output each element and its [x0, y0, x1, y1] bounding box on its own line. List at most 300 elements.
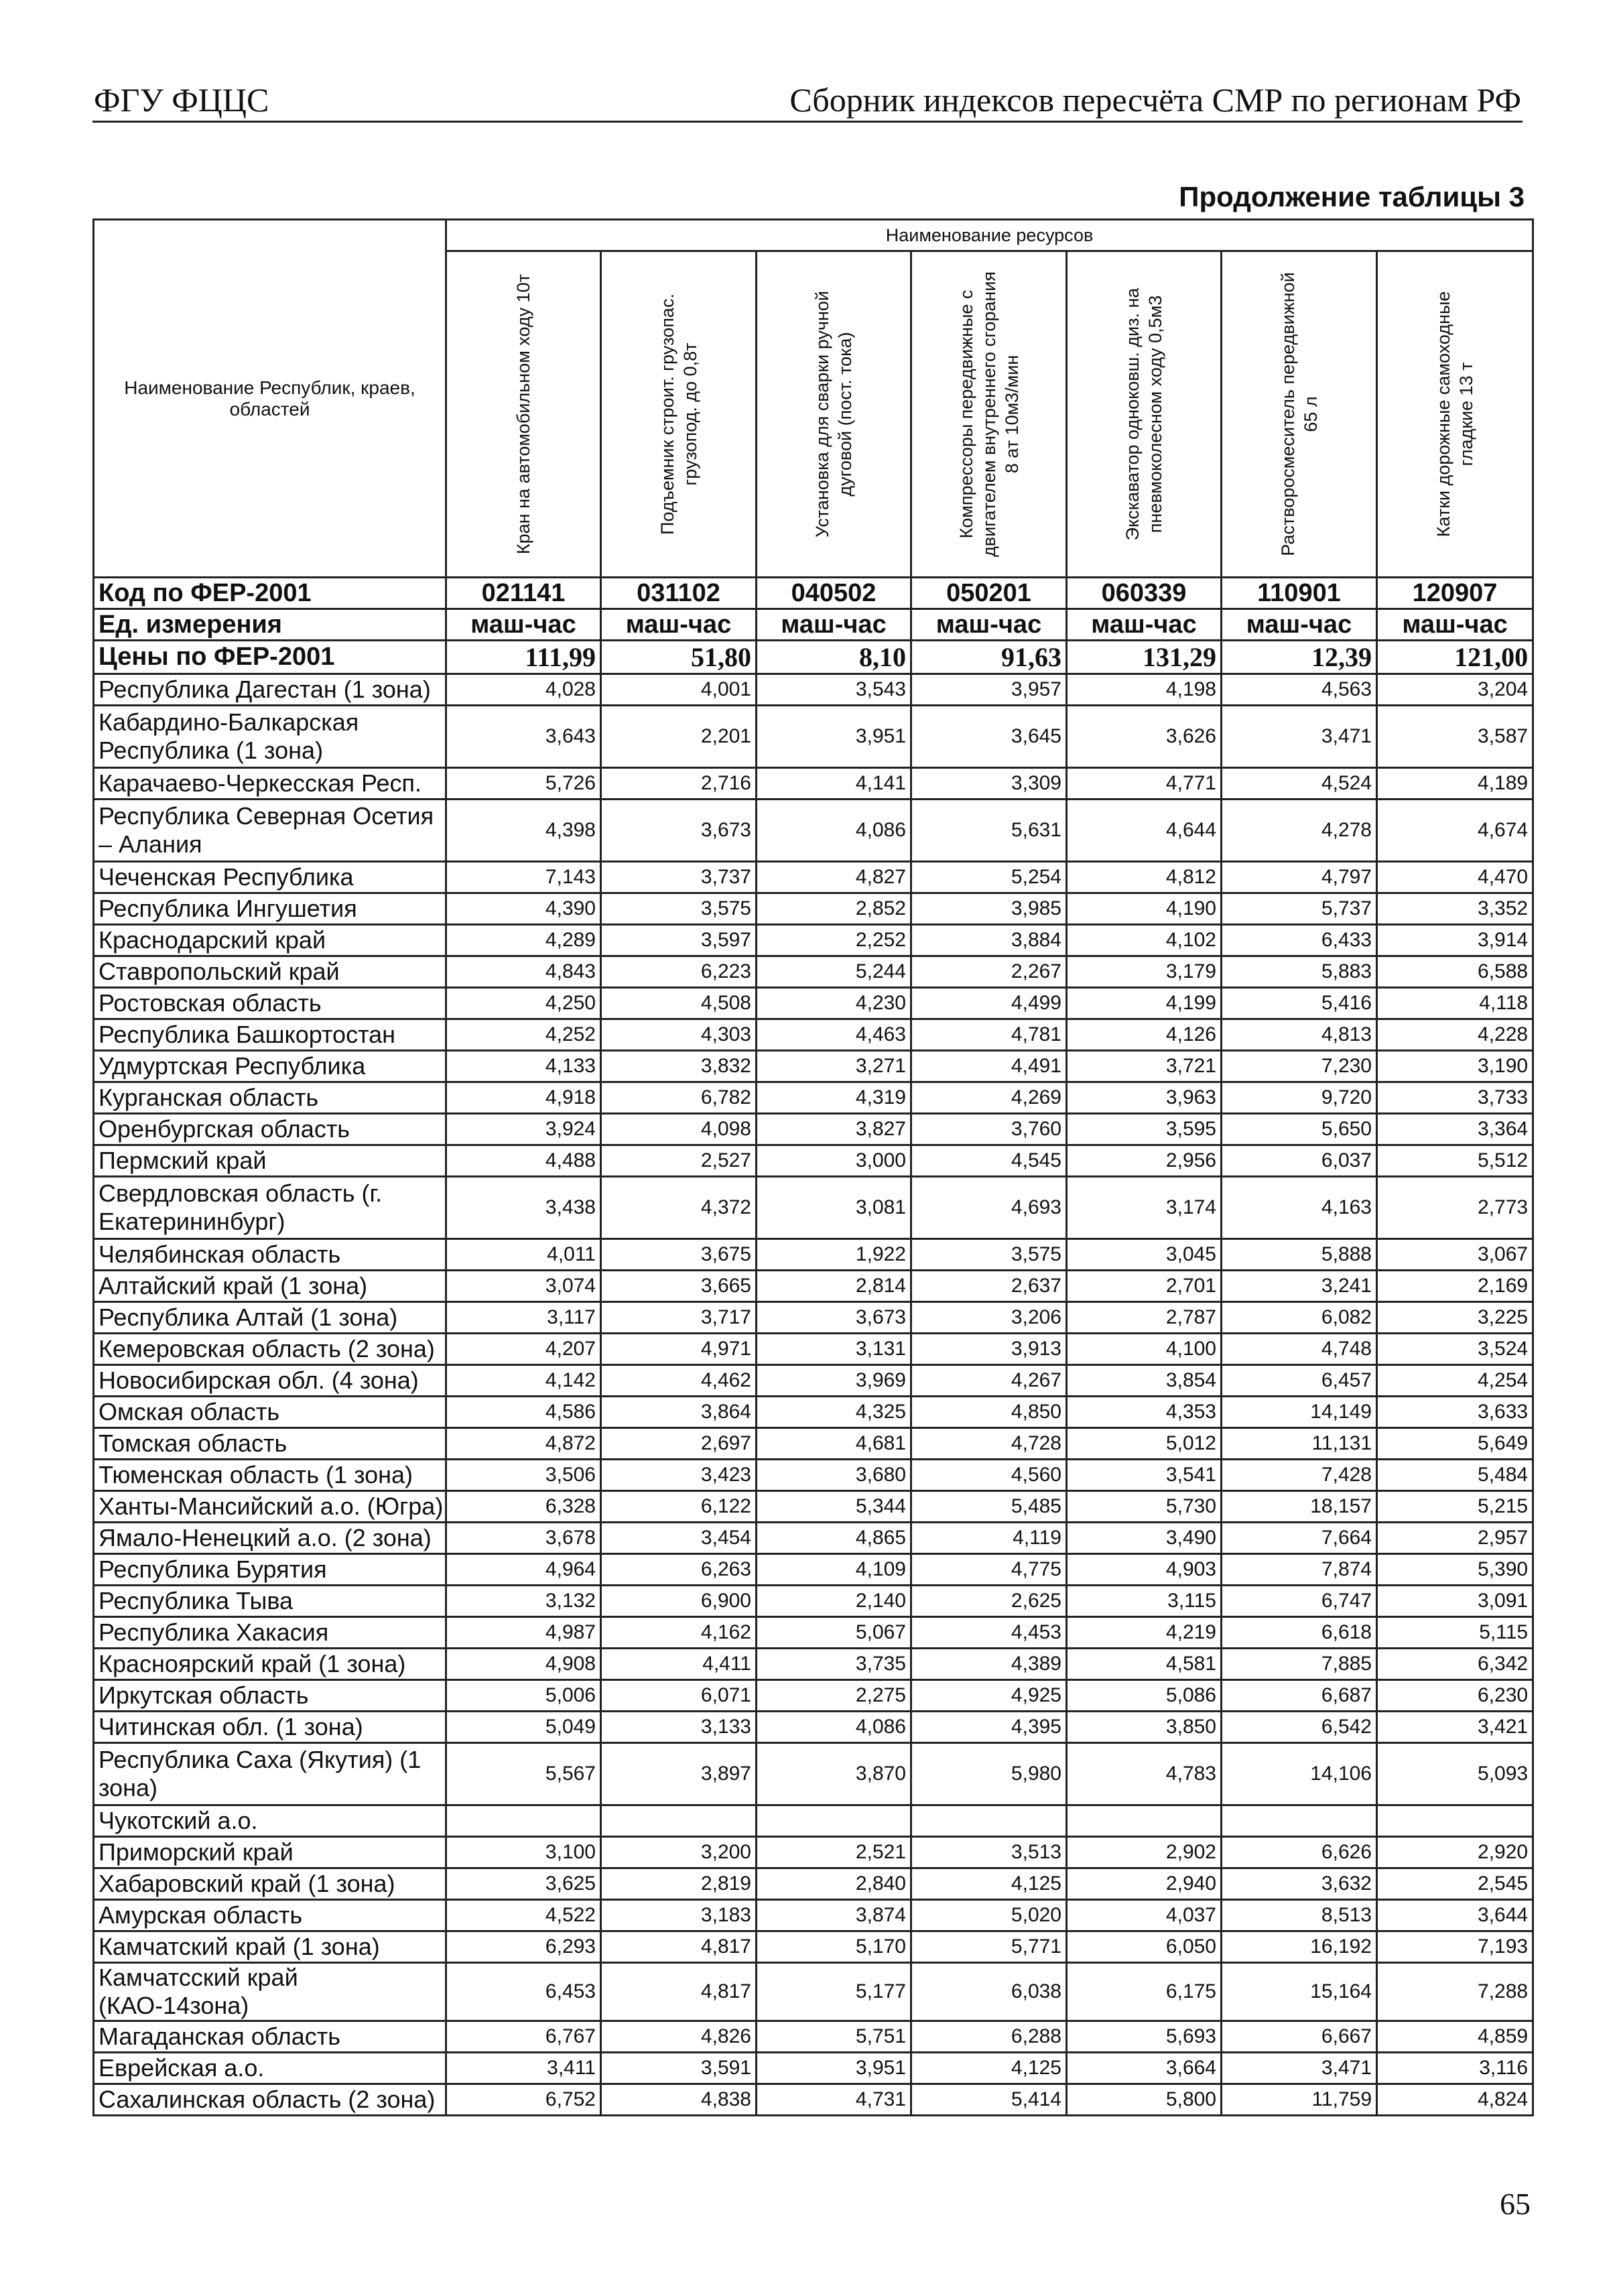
region-name: Тюменская область (1 зона) — [94, 1460, 446, 1491]
index-value: 4,488 — [446, 1145, 601, 1177]
index-value: 3,200 — [601, 1837, 757, 1868]
index-value: 6,342 — [1377, 1649, 1533, 1680]
index-value: 6,457 — [1222, 1365, 1377, 1397]
index-value: 5,086 — [1067, 1680, 1222, 1712]
region-name: Республика Северная Осетия – Алания — [94, 800, 446, 862]
index-value: 4,693 — [911, 1177, 1067, 1239]
region-name: Ямало-Ненецкий а.о. (2 зона) — [94, 1523, 446, 1554]
index-value: 4,581 — [1067, 1649, 1222, 1680]
index-value: 4,850 — [911, 1397, 1067, 1428]
index-value: 2,814 — [757, 1271, 911, 1302]
table-row — [94, 800, 1533, 862]
region-name: Республика Саха (Якутия) (1 зона) — [94, 1743, 446, 1805]
index-value: 3,411 — [446, 2053, 601, 2084]
index-value: 3,870 — [757, 1743, 911, 1805]
index-value: 4,775 — [911, 1554, 1067, 1586]
index-value: 5,416 — [1222, 988, 1377, 1019]
index-value: 3,506 — [446, 1460, 601, 1491]
resource-code: 050201 — [911, 578, 1067, 609]
index-value: 3,309 — [911, 768, 1067, 800]
index-value: 7,288 — [1377, 1963, 1533, 2021]
index-value: 4,269 — [911, 1082, 1067, 1114]
index-value: 4,674 — [1377, 800, 1533, 862]
index-value: 4,522 — [446, 1900, 601, 1931]
index-value: 4,142 — [446, 1365, 601, 1397]
resource-column-header — [911, 251, 1067, 578]
table-row — [94, 1145, 1533, 1177]
index-value: 2,819 — [601, 1868, 757, 1900]
index-value: 4,918 — [446, 1082, 601, 1114]
index-value — [1067, 1805, 1222, 1837]
index-value: 3,733 — [1377, 1082, 1533, 1114]
index-value: 3,179 — [1067, 956, 1222, 988]
resource-price: 131,29 — [1067, 641, 1222, 674]
index-value: 5,115 — [1377, 1617, 1533, 1649]
index-value: 3,190 — [1377, 1051, 1533, 1082]
index-value: 5,254 — [911, 862, 1067, 893]
index-value: 4,190 — [1067, 893, 1222, 925]
region-name: Красноярский край (1 зона) — [94, 1649, 446, 1680]
index-value: 4,508 — [601, 988, 757, 1019]
table-row — [94, 1649, 1533, 1680]
index-value — [1222, 1805, 1377, 1837]
index-value: 3,091 — [1377, 1586, 1533, 1617]
index-value: 4,109 — [757, 1554, 911, 1586]
resource-column-header-text: Кран на автомобильном ходу 10т — [513, 273, 533, 555]
index-value: 4,813 — [1222, 1019, 1377, 1051]
header-rule — [92, 121, 1523, 123]
index-value: 2,527 — [601, 1145, 757, 1177]
header-right: Сборник индексов пересчёта СМР по регионам РФ — [789, 81, 1521, 119]
resource-column-header — [601, 251, 757, 578]
index-value: 4,353 — [1067, 1397, 1222, 1428]
index-value: 3,850 — [1067, 1712, 1222, 1743]
index-value: 1,922 — [757, 1239, 911, 1271]
index-value: 4,908 — [446, 1649, 601, 1680]
index-value: 5,693 — [1067, 2021, 1222, 2053]
index-value: 2,637 — [911, 1271, 1067, 1302]
table-row — [94, 1428, 1533, 1460]
region-name: Республика Бурятия — [94, 1554, 446, 1586]
region-name: Пермский край — [94, 1145, 446, 1177]
index-value: 3,115 — [1067, 1586, 1222, 1617]
index-value: 4,783 — [1067, 1743, 1222, 1805]
index-value: 6,230 — [1377, 1680, 1533, 1712]
index-value: 3,897 — [601, 1743, 757, 1805]
index-value: 3,591 — [601, 2053, 757, 2084]
index-value: 2,521 — [757, 1837, 911, 1868]
index-value: 3,665 — [601, 1271, 757, 1302]
index-value: 4,278 — [1222, 800, 1377, 862]
resource-column-header — [757, 251, 911, 578]
index-value: 4,843 — [446, 956, 601, 988]
region-name: Краснодарский край — [94, 925, 446, 956]
index-value: 3,131 — [757, 1334, 911, 1365]
index-value: 4,118 — [1377, 988, 1533, 1019]
index-value: 6,071 — [601, 1680, 757, 1712]
index-value: 6,900 — [601, 1586, 757, 1617]
table-row — [94, 988, 1533, 1019]
index-value: 5,414 — [911, 2084, 1067, 2116]
index-value: 4,028 — [446, 674, 601, 706]
index-value: 4,125 — [911, 1868, 1067, 1900]
table-row — [94, 1963, 1533, 2021]
index-value: 7,230 — [1222, 1051, 1377, 1082]
region-name: Свердловская область (г. Екатерининбург) — [94, 1177, 446, 1239]
region-name: Читинская обл. (1 зона) — [94, 1712, 446, 1743]
index-value: 3,625 — [446, 1868, 601, 1900]
index-value: 2,201 — [601, 706, 757, 768]
index-value: 7,885 — [1222, 1649, 1377, 1680]
index-value: 4,372 — [601, 1177, 757, 1239]
resource-column-header — [1377, 251, 1533, 578]
index-value: 4,824 — [1377, 2084, 1533, 2116]
index-value: 4,389 — [911, 1649, 1067, 1680]
index-value: 3,490 — [1067, 1523, 1222, 1554]
index-value: 11,759 — [1222, 2084, 1377, 2116]
index-value: 4,491 — [911, 1051, 1067, 1082]
table-row — [94, 2084, 1533, 2116]
index-value: 3,644 — [1377, 1900, 1533, 1931]
resource-column-header-text: Растворосмеситель передвижной 65 л — [1277, 272, 1321, 556]
index-value: 4,748 — [1222, 1334, 1377, 1365]
index-value: 2,902 — [1067, 1837, 1222, 1868]
index-value: 3,913 — [911, 1334, 1067, 1365]
resource-unit: маш-час — [1377, 609, 1533, 641]
table-row — [94, 1271, 1533, 1302]
index-value: 3,645 — [911, 706, 1067, 768]
index-value: 4,289 — [446, 925, 601, 956]
index-value: 6,293 — [446, 1931, 601, 1963]
index-value: 3,664 — [1067, 2053, 1222, 2084]
index-value: 3,735 — [757, 1649, 911, 1680]
code-label: Код по ФЕР-2001 — [94, 578, 446, 609]
index-value: 3,524 — [1377, 1334, 1533, 1365]
index-value: 4,827 — [757, 862, 911, 893]
index-value: 3,364 — [1377, 1114, 1533, 1145]
index-value: 3,827 — [757, 1114, 911, 1145]
resource-column-header-text: Установка для сварки ручной дуговой (пост. тока) — [812, 291, 855, 538]
index-value: 3,045 — [1067, 1239, 1222, 1271]
index-value: 2,545 — [1377, 1868, 1533, 1900]
index-value: 2,957 — [1377, 1523, 1533, 1554]
index-value: 4,219 — [1067, 1617, 1222, 1649]
table-row — [94, 1868, 1533, 1900]
indices-table — [92, 218, 1534, 2116]
index-value — [757, 1805, 911, 1837]
index-value: 3,471 — [1222, 2053, 1377, 2084]
index-value: 4,644 — [1067, 800, 1222, 862]
region-name: Приморский край — [94, 1837, 446, 1868]
index-value: 3,721 — [1067, 1051, 1222, 1082]
region-name: Республика Тыва — [94, 1586, 446, 1617]
index-value: 6,122 — [601, 1491, 757, 1523]
table-row — [94, 768, 1533, 800]
page-number: 65 — [1500, 2187, 1531, 2221]
index-value: 2,697 — [601, 1428, 757, 1460]
index-value: 3,133 — [601, 1712, 757, 1743]
resource-price: 91,63 — [911, 641, 1067, 674]
index-value: 4,086 — [757, 1712, 911, 1743]
resource-column-header-text: Подъемник строит. грузопас. грузопод. до 0,8т — [657, 294, 700, 535]
index-value: 5,888 — [1222, 1239, 1377, 1271]
index-value: 4,872 — [446, 1428, 601, 1460]
table-row — [94, 1931, 1533, 1963]
resource-column-header — [1222, 251, 1377, 578]
index-value: 2,140 — [757, 1586, 911, 1617]
index-value — [601, 1805, 757, 1837]
index-value: 3,985 — [911, 893, 1067, 925]
index-value: 3,183 — [601, 1900, 757, 1931]
region-name: Новосибирская обл. (4 зона) — [94, 1365, 446, 1397]
index-value: 3,204 — [1377, 674, 1533, 706]
index-value: 4,560 — [911, 1460, 1067, 1491]
index-value: 14,149 — [1222, 1397, 1377, 1428]
index-value — [1377, 1805, 1533, 1837]
table-row — [94, 1523, 1533, 1554]
region-name: Ставропольский край — [94, 956, 446, 988]
index-value: 4,125 — [911, 2053, 1067, 2084]
index-value: 3,874 — [757, 1900, 911, 1931]
table-row — [94, 706, 1533, 768]
index-value: 4,228 — [1377, 1019, 1533, 1051]
resource-column-header-text: Катки дорожные самоходные гладкие 13 т — [1433, 291, 1477, 537]
index-value: 4,462 — [601, 1365, 757, 1397]
index-value: 4,037 — [1067, 1900, 1222, 1931]
index-value: 4,411 — [601, 1649, 757, 1680]
index-value: 3,575 — [601, 893, 757, 925]
index-value: 4,925 — [911, 1680, 1067, 1712]
index-value: 3,951 — [757, 706, 911, 768]
index-value: 3,081 — [757, 1177, 911, 1239]
index-value: 4,499 — [911, 988, 1067, 1019]
index-value: 4,254 — [1377, 1365, 1533, 1397]
index-value: 4,319 — [757, 1082, 911, 1114]
table-row — [94, 1177, 1533, 1239]
index-value: 3,541 — [1067, 1460, 1222, 1491]
resource-price: 12,39 — [1222, 641, 1377, 674]
index-value: 5,170 — [757, 1931, 911, 1963]
index-value: 5,631 — [911, 800, 1067, 862]
region-name: Удмуртская Республика — [94, 1051, 446, 1082]
index-value: 3,543 — [757, 674, 911, 706]
index-value: 2,716 — [601, 768, 757, 800]
index-value: 3,067 — [1377, 1239, 1533, 1271]
index-value: 6,223 — [601, 956, 757, 988]
index-value: 4,098 — [601, 1114, 757, 1145]
index-value: 4,198 — [1067, 674, 1222, 706]
region-name: Томская область — [94, 1428, 446, 1460]
index-value: 3,951 — [757, 2053, 911, 2084]
index-value: 6,037 — [1222, 1145, 1377, 1177]
index-value: 5,215 — [1377, 1491, 1533, 1523]
index-value: 16,192 — [1222, 1931, 1377, 1963]
index-value: 8,513 — [1222, 1900, 1377, 1931]
index-value: 4,126 — [1067, 1019, 1222, 1051]
region-name: Сахалинская область (2 зона) — [94, 2084, 446, 2116]
index-value: 3,438 — [446, 1177, 601, 1239]
region-name: Камчатский край (1 зона) — [94, 1931, 446, 1963]
index-value: 4,252 — [446, 1019, 601, 1051]
index-value: 4,812 — [1067, 862, 1222, 893]
index-value: 2,840 — [757, 1868, 911, 1900]
index-value: 5,771 — [911, 1931, 1067, 1963]
index-value: 5,751 — [757, 2021, 911, 2053]
table-row — [94, 1743, 1533, 1805]
region-column-header: Наименование Республик, краев, областей — [94, 220, 446, 578]
table-row — [94, 1837, 1533, 1868]
index-value: 4,470 — [1377, 862, 1533, 893]
table-row — [94, 1680, 1533, 1712]
index-value: 3,737 — [601, 862, 757, 893]
index-value: 6,618 — [1222, 1617, 1377, 1649]
index-value: 5,344 — [757, 1491, 911, 1523]
region-name: Оренбургская область — [94, 1114, 446, 1145]
region-name: Республика Хакасия — [94, 1617, 446, 1649]
index-value: 3,832 — [601, 1051, 757, 1082]
index-value: 3,673 — [601, 800, 757, 862]
table-row — [94, 674, 1533, 706]
index-value: 4,987 — [446, 1617, 601, 1649]
resource-code: 021141 — [446, 578, 601, 609]
region-name: Чеченская Республика — [94, 862, 446, 893]
table-row — [94, 1712, 1533, 1743]
index-value — [446, 1805, 601, 1837]
resource-price: 8,10 — [757, 641, 911, 674]
index-value: 4,524 — [1222, 768, 1377, 800]
index-value: 3,963 — [1067, 1082, 1222, 1114]
index-value: 5,737 — [1222, 893, 1377, 925]
index-value: 5,093 — [1377, 1743, 1533, 1805]
index-value: 4,781 — [911, 1019, 1067, 1051]
index-value: 3,678 — [446, 1523, 601, 1554]
region-name: Республика Башкортостан — [94, 1019, 446, 1051]
index-value: 4,086 — [757, 800, 911, 862]
resource-code: 031102 — [601, 578, 757, 609]
index-value: 6,667 — [1222, 2021, 1377, 2053]
index-value: 6,175 — [1067, 1963, 1222, 2021]
index-value: 6,328 — [446, 1491, 601, 1523]
index-value: 5,649 — [1377, 1428, 1533, 1460]
resource-column-header-text: Экскаватор одноковш. диз. на пневмоколесном ходу 0,5м3 — [1122, 288, 1165, 541]
index-value: 2,267 — [911, 956, 1067, 988]
resource-price: 111,99 — [446, 641, 601, 674]
index-value: 6,782 — [601, 1082, 757, 1114]
index-value: 3,864 — [601, 1397, 757, 1428]
index-value: 6,050 — [1067, 1931, 1222, 1963]
index-value: 4,163 — [1222, 1177, 1377, 1239]
index-value: 4,817 — [601, 1931, 757, 1963]
index-value: 2,852 — [757, 893, 911, 925]
index-value: 5,800 — [1067, 2084, 1222, 2116]
index-value: 2,940 — [1067, 1868, 1222, 1900]
index-value: 9,720 — [1222, 1082, 1377, 1114]
index-value: 5,485 — [911, 1491, 1067, 1523]
index-value: 5,883 — [1222, 956, 1377, 988]
index-value: 7,428 — [1222, 1460, 1377, 1491]
index-value: 5,020 — [911, 1900, 1067, 1931]
index-value: 4,463 — [757, 1019, 911, 1051]
index-value: 7,874 — [1222, 1554, 1377, 1586]
index-value: 6,038 — [911, 1963, 1067, 2021]
index-value: 4,390 — [446, 893, 601, 925]
index-value: 3,074 — [446, 1271, 601, 1302]
resource-unit: маш-час — [601, 609, 757, 641]
index-value: 4,728 — [911, 1428, 1067, 1460]
table-row — [94, 925, 1533, 956]
index-value: 4,826 — [601, 2021, 757, 2053]
index-value: 4,865 — [757, 1523, 911, 1554]
index-value: 6,453 — [446, 1963, 601, 2021]
index-value: 3,575 — [911, 1239, 1067, 1271]
index-value: 5,049 — [446, 1712, 601, 1743]
region-name: Еврейская а.о. — [94, 2053, 446, 2084]
resource-unit: маш-час — [446, 609, 601, 641]
table-row — [94, 1239, 1533, 1271]
index-value: 3,117 — [446, 1302, 601, 1334]
index-value: 3,206 — [911, 1302, 1067, 1334]
index-value: 2,625 — [911, 1586, 1067, 1617]
index-value: 3,597 — [601, 925, 757, 956]
index-value: 3,632 — [1222, 1868, 1377, 1900]
index-value: 5,177 — [757, 1963, 911, 2021]
table-row — [94, 1460, 1533, 1491]
index-value: 6,767 — [446, 2021, 601, 2053]
index-value: 4,303 — [601, 1019, 757, 1051]
index-value: 4,189 — [1377, 768, 1533, 800]
region-name: Чукотский а.о. — [94, 1805, 446, 1837]
index-value: 3,760 — [911, 1114, 1067, 1145]
table-row — [94, 1617, 1533, 1649]
index-value: 7,143 — [446, 862, 601, 893]
index-value: 5,980 — [911, 1743, 1067, 1805]
index-value: 3,421 — [1377, 1712, 1533, 1743]
index-value: 4,133 — [446, 1051, 601, 1082]
resources-group-header: Наименование ресурсов — [446, 220, 1533, 251]
index-value — [911, 1805, 1067, 1837]
resource-price: 51,80 — [601, 641, 757, 674]
table-row — [94, 1334, 1533, 1365]
index-value: 5,390 — [1377, 1554, 1533, 1586]
resource-unit: маш-час — [1067, 609, 1222, 641]
index-value: 6,588 — [1377, 956, 1533, 988]
index-value: 3,225 — [1377, 1302, 1533, 1334]
index-value: 4,162 — [601, 1617, 757, 1649]
index-value: 3,673 — [757, 1302, 911, 1334]
index-value: 2,787 — [1067, 1302, 1222, 1334]
resource-code: 040502 — [757, 578, 911, 609]
resource-code: 110901 — [1222, 578, 1377, 609]
index-value: 2,275 — [757, 1680, 911, 1712]
index-value: 2,701 — [1067, 1271, 1222, 1302]
index-value: 5,067 — [757, 1617, 911, 1649]
index-value: 5,006 — [446, 1680, 601, 1712]
table-row — [94, 1586, 1533, 1617]
index-value: 4,903 — [1067, 1554, 1222, 1586]
region-name: Амурская область — [94, 1900, 446, 1931]
index-value: 3,643 — [446, 706, 601, 768]
index-value: 5,012 — [1067, 1428, 1222, 1460]
index-value: 3,717 — [601, 1302, 757, 1334]
index-value: 5,726 — [446, 768, 601, 800]
region-name: Алтайский край (1 зона) — [94, 1271, 446, 1302]
table-row — [94, 2053, 1533, 2084]
index-value: 3,626 — [1067, 706, 1222, 768]
index-value: 7,193 — [1377, 1931, 1533, 1963]
index-value: 18,157 — [1222, 1491, 1377, 1523]
resource-unit: маш-час — [911, 609, 1067, 641]
index-value: 3,471 — [1222, 706, 1377, 768]
